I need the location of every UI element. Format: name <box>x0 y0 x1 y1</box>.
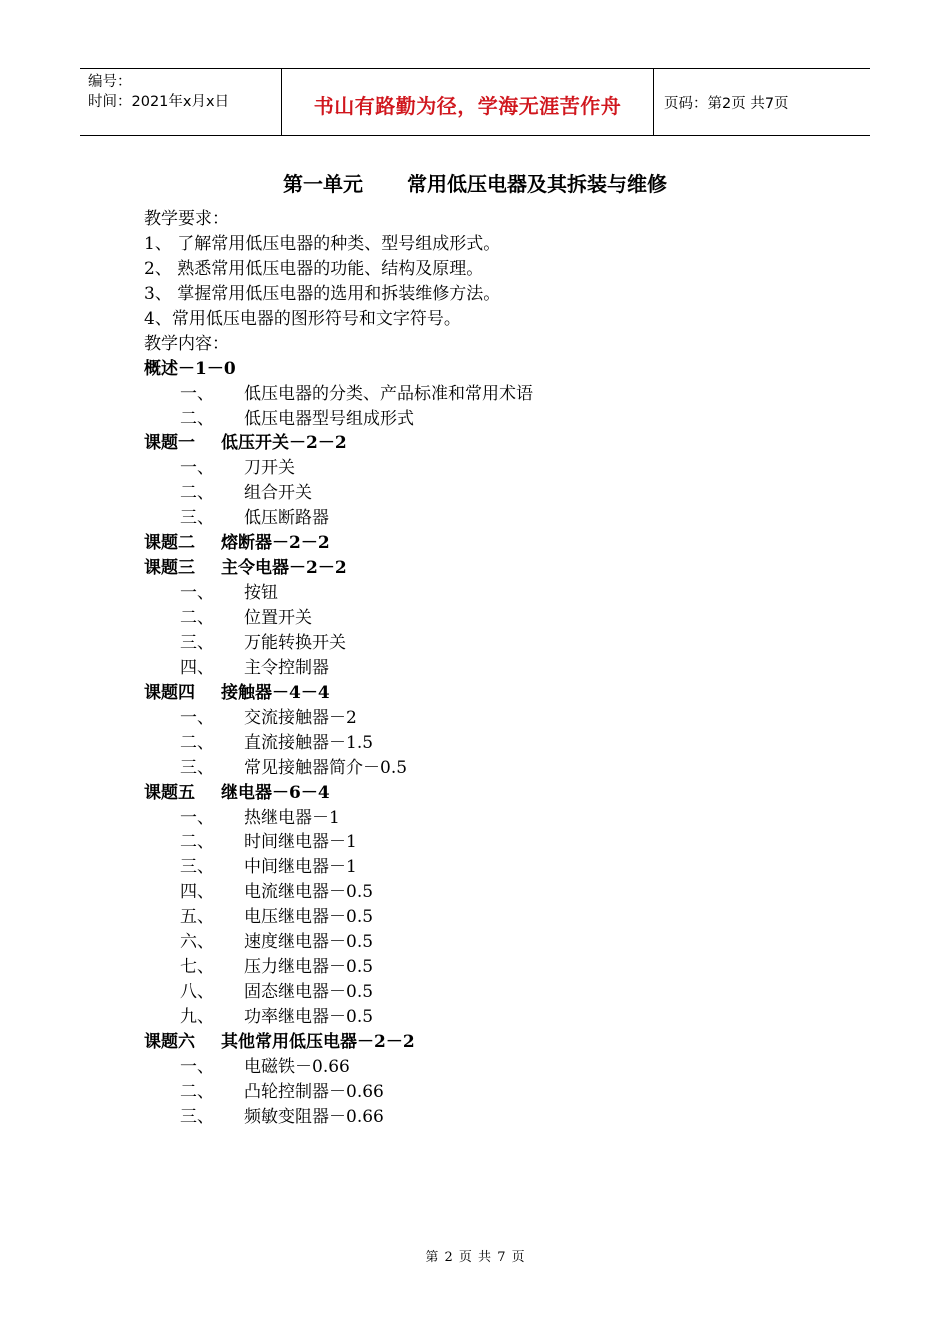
list-item <box>144 407 844 432</box>
list-item-number: 二、 <box>180 832 214 853</box>
list-item-number: 一、 <box>180 1056 214 1077</box>
list-item-number: 六、 <box>180 932 214 953</box>
section-label: 课题四 <box>144 682 195 703</box>
list-item-number: 一、 <box>180 383 214 404</box>
text-line: 4、常用低压电器的图形符号和文字符号。 <box>144 308 461 329</box>
list-item-number: 二、 <box>180 1081 214 1102</box>
document-time: 时间：2021年x月x日 <box>88 94 230 110</box>
section-heading <box>144 556 844 581</box>
list-item-text: 万能转换开关 <box>244 632 346 653</box>
list-item <box>144 481 844 506</box>
section-heading <box>144 531 844 556</box>
header-page-info: 页码：第2页 共7页 <box>664 95 789 112</box>
list-item-text: 中间继电器－1 <box>244 857 357 878</box>
unit-title-name: 常用低压电器及其拆装与维修 <box>407 172 667 196</box>
list-item <box>144 830 844 855</box>
section-heading <box>144 431 844 456</box>
list-item <box>144 1055 844 1080</box>
list-item <box>144 456 844 481</box>
list-item-text: 常见接触器简介－0.5 <box>244 757 408 778</box>
list-item <box>144 980 844 1005</box>
list-item <box>144 855 844 880</box>
list-item-number: 八、 <box>180 982 214 1003</box>
section-title: 接触器－4－4 <box>221 682 330 703</box>
list-item-text: 交流接触器－2 <box>244 707 357 728</box>
list-item-text: 位置开关 <box>244 608 312 628</box>
section-title: 其他常用低压电器－2－2 <box>221 1031 415 1052</box>
page-header <box>80 68 870 136</box>
section-title: 低压开关－2－2 <box>221 433 347 454</box>
page-footer: 第 2 页 共 7 页 <box>425 1250 525 1265</box>
list-item-text: 按钮 <box>244 583 278 604</box>
list-item-text: 电流继电器－0.5 <box>244 882 374 903</box>
list-item-text: 热继电器－1 <box>244 807 340 828</box>
list-item-number: 九、 <box>180 1007 214 1027</box>
section-heading <box>144 357 844 382</box>
text-line: 1、 了解常用低压电器的种类、型号组成形式。 <box>144 233 501 254</box>
section-heading <box>144 781 844 806</box>
text-line: 2、 熟悉常用低压电器的功能、结构及原理。 <box>144 258 484 279</box>
list-item-number: 二、 <box>180 732 214 753</box>
list-item-number: 一、 <box>180 707 214 728</box>
unit-title-number: 第一单元 <box>283 172 363 196</box>
list-item <box>144 756 844 781</box>
document-body <box>144 207 844 1130</box>
list-item <box>144 1005 844 1030</box>
section-label: 课题六 <box>144 1031 195 1052</box>
list-item-text: 低压电器型号组成形式 <box>244 408 414 429</box>
section-label: 课题二 <box>144 533 195 554</box>
list-item-text: 直流接触器－1.5 <box>244 732 374 753</box>
list-item <box>144 631 844 656</box>
list-item-number: 四、 <box>180 657 214 678</box>
list-item <box>144 930 844 955</box>
list-item <box>144 731 844 756</box>
list-item-text: 刀开关 <box>244 458 295 479</box>
list-item <box>144 656 844 681</box>
list-item-text: 组合开关 <box>244 483 312 504</box>
list-item-number: 三、 <box>180 632 214 653</box>
list-item-text: 时间继电器－1 <box>244 832 357 853</box>
section-label: 课题三 <box>144 558 195 579</box>
list-item-text: 频敏变阻器－0.66 <box>244 1106 384 1127</box>
list-item-number: 二、 <box>180 483 214 504</box>
list-item-text: 固态继电器－0.5 <box>244 982 374 1003</box>
list-item-text: 低压电器的分类、产品标准和常用术语 <box>244 383 533 404</box>
list-item-number: 三、 <box>180 757 214 778</box>
section-heading <box>144 1030 844 1055</box>
list-item-number: 二、 <box>180 608 214 628</box>
section-title: 继电器－6－4 <box>221 782 330 803</box>
list-item-number: 三、 <box>180 1106 214 1127</box>
list-item <box>144 905 844 930</box>
list-item-number: 三、 <box>180 857 214 878</box>
list-item-text: 功率继电器－0.5 <box>244 1007 374 1027</box>
header-meta <box>80 69 282 135</box>
list-item-number: 七、 <box>180 957 214 978</box>
list-item <box>144 382 844 407</box>
text-line: 3、 掌握常用低压电器的选用和拆装维修方法。 <box>144 283 501 304</box>
section-label: 课题一 <box>144 433 195 454</box>
section-label: 概述－1－0 <box>144 358 236 379</box>
document-number-label: 编号： <box>88 74 132 90</box>
list-item <box>144 880 844 905</box>
list-item <box>144 706 844 731</box>
list-item-number: 三、 <box>180 508 214 529</box>
list-item-text: 电压继电器－0.5 <box>244 907 374 928</box>
list-item-text: 低压断路器 <box>244 508 329 529</box>
list-item-text: 压力继电器－0.5 <box>244 957 374 978</box>
header-motto: 书山有路勤为径，学海无涯苦作舟 <box>282 69 654 135</box>
list-item-number: 一、 <box>180 807 214 828</box>
list-item-number: 一、 <box>180 458 214 479</box>
list-item-number: 二、 <box>180 408 214 429</box>
list-item <box>144 506 844 531</box>
section-title: 主令电器－2－2 <box>221 558 347 579</box>
list-item <box>144 606 844 631</box>
list-item <box>144 955 844 980</box>
section-label: 课题五 <box>144 782 195 803</box>
text-line: 教学要求： <box>144 209 229 229</box>
list-item <box>144 581 844 606</box>
section-heading <box>144 681 844 706</box>
list-item <box>144 806 844 831</box>
list-item <box>144 1080 844 1105</box>
list-item-number: 四、 <box>180 882 214 903</box>
section-title: 熔断器－2－2 <box>221 533 330 554</box>
list-item-number: 五、 <box>180 907 214 928</box>
list-item-text: 主令控制器 <box>244 657 329 678</box>
list-item-number: 一、 <box>180 583 214 604</box>
text-line: 教学内容： <box>144 333 229 354</box>
list-item-text: 速度继电器－0.5 <box>244 932 374 953</box>
list-item <box>144 1105 844 1130</box>
list-item-text: 凸轮控制器－0.66 <box>244 1081 384 1102</box>
unit-title <box>0 170 950 198</box>
list-item-text: 电磁铁－0.66 <box>244 1056 350 1077</box>
